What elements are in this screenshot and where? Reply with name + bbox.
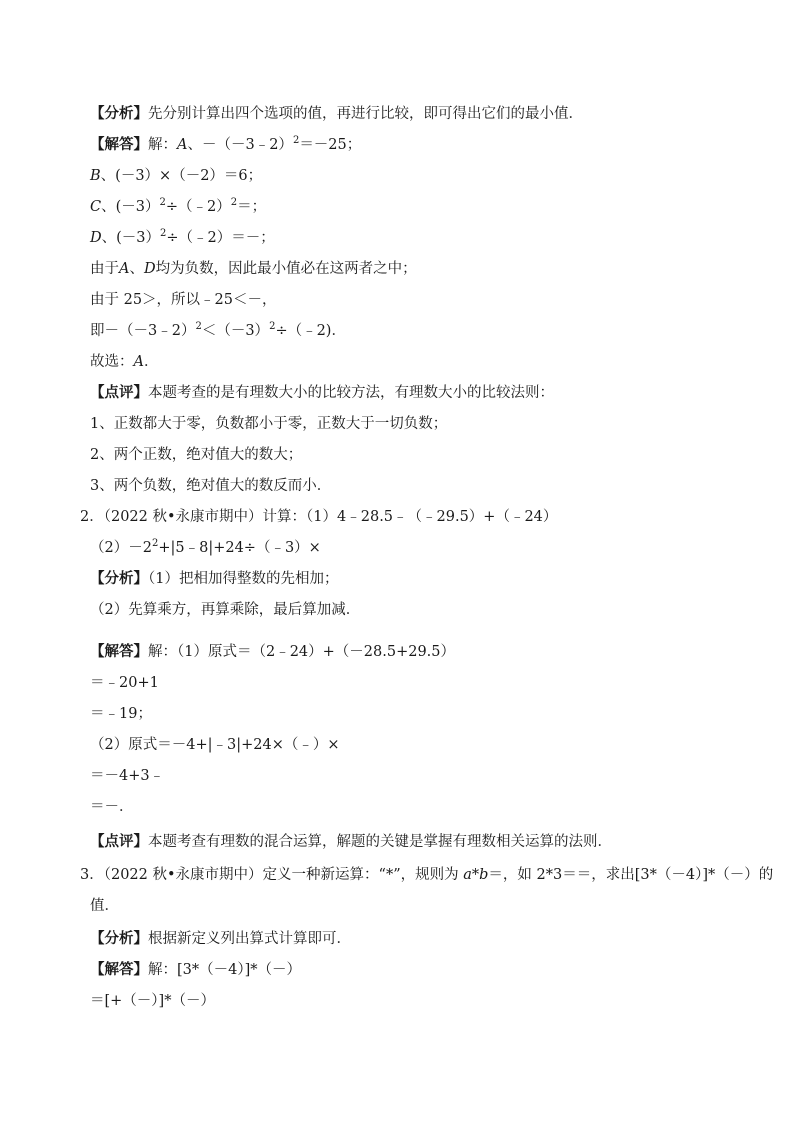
q3-header	[80, 865, 773, 885]
q1-solution-a	[90, 135, 361, 155]
text: 、	[129, 261, 144, 277]
exponent: 2	[195, 321, 202, 332]
q2-comment-text: 本题考查有理数的混合运算，解题的关键是掌握有理数相关运算的法则．	[148, 834, 612, 850]
text: +|5﹣8|+24÷（﹣3）×	[158, 540, 321, 556]
solution-tag: 【解答】	[90, 643, 148, 660]
option-d-value: ÷（﹣2）＝－；	[166, 230, 275, 246]
exponent: 2	[230, 197, 238, 208]
text: ＜（－3）	[201, 323, 270, 339]
text: 均为负数，因此最小值必在这两者之中；	[155, 261, 417, 277]
q1-analysis-text: 先分别计算出四个选项的值，再进行比较，即可得出它们的最小值．	[148, 106, 583, 122]
text: 即－（－3﹣2）	[90, 323, 196, 339]
analysis-tag: 【分析】	[90, 105, 148, 122]
option-c-value: ＝；	[237, 199, 267, 215]
text: ＝，如 2*3＝＝，求出[3*（－4）]*（－）的	[488, 867, 774, 883]
q3-solution	[90, 960, 301, 980]
option-c-expr: 、(－3）	[101, 199, 160, 215]
q3-solution-1: 解：[3*（－4）]*（－）	[148, 962, 302, 978]
q2-analysis	[90, 569, 338, 589]
analysis-tag: 【分析】	[90, 930, 148, 947]
q2-comment	[90, 832, 612, 852]
option-a-expr: 、－（－3﹣2）	[187, 137, 293, 153]
exponent: 2	[292, 135, 300, 146]
q2-solution	[90, 642, 455, 662]
q1-analysis	[90, 104, 583, 124]
solution-prefix: 解：	[148, 137, 177, 153]
option-c-label: C	[90, 199, 102, 215]
text: 故选：	[90, 354, 134, 370]
text: （2）－2	[90, 540, 152, 556]
option-d-ref: D	[143, 261, 156, 277]
exponent: 2	[159, 197, 166, 208]
comment-tag: 【点评】	[90, 384, 148, 401]
exponent: 2	[160, 228, 167, 239]
option-b-label: B	[90, 168, 101, 184]
q3-analysis	[90, 929, 351, 949]
text: ÷（﹣2)．	[275, 323, 346, 339]
q1-rule-1: 1、正数都大于零，负数都小于零，正数大于一切负数；	[90, 416, 448, 432]
analysis-tag: 【分析】	[90, 570, 148, 587]
exponent: 2	[151, 538, 159, 549]
q2-analysis-2: （2）先算乘方，再算乘除，最后算加减．	[90, 602, 361, 618]
option-d-expr: 、(－3）	[101, 230, 161, 246]
comment-tag: 【点评】	[90, 833, 148, 850]
q1-comment-text: 本题考查的是有理数大小的比较方法，有理数大小的比较法则：	[148, 385, 554, 401]
option-a-value: ＝－25；	[299, 137, 362, 153]
q1-option-c	[90, 197, 266, 217]
q1-rule-3: 3、两个负数，绝对值大的数反而小．	[90, 478, 332, 494]
q3-analysis-text: 根据新定义列出算式计算即可．	[148, 931, 351, 947]
q2-solution-2: （2）原式＝－4+|﹣3|+24×（﹣）×	[90, 737, 340, 753]
q1-comment	[90, 383, 554, 403]
q1-negative-note	[90, 259, 417, 279]
answer: A	[133, 354, 144, 370]
option-a-label: A	[177, 137, 188, 153]
option-b-expr: 、(－3）×（－2）＝6；	[100, 168, 263, 184]
q2-analysis-1: （1）把相加得整数的先相加；	[148, 571, 339, 587]
q2-step-3: ＝－4+3﹣	[90, 768, 165, 784]
exponent: 2	[269, 321, 276, 332]
option-c-mid: ÷（﹣2）	[165, 199, 231, 215]
text: 3．（2022 秋•永康市期中）定义一种新运算：“*”，规则为	[80, 867, 464, 883]
q2-step-1: ＝﹣20+1	[90, 675, 159, 691]
q2-part2	[90, 538, 321, 558]
option-d-label: D	[90, 230, 102, 246]
option-a-ref: A	[119, 261, 130, 277]
q2-step-2: ＝﹣19；	[90, 706, 152, 722]
q1-rule-2: 2、两个正数，绝对值大的数大；	[90, 447, 303, 463]
q2-step-4: ＝－．	[90, 799, 134, 815]
q1-choice	[90, 352, 158, 372]
q3-header-cont: 值．	[90, 898, 119, 914]
solution-tag: 【解答】	[90, 961, 148, 978]
q1-option-b	[90, 166, 262, 186]
q1-option-d	[90, 228, 275, 248]
text: ．	[143, 354, 159, 370]
q1-compare: 由于 25＞，所以﹣25＜－，	[90, 292, 277, 308]
q2-solution-1: 解：（1）原式＝（2﹣24）+（－28.5+29.5）	[148, 644, 456, 660]
variable: a*b	[463, 867, 489, 883]
solution-tag: 【解答】	[90, 136, 148, 153]
q3-step-1: ＝[+（－）]*（－）	[90, 993, 215, 1009]
q2-header: 2．（2022 秋•永康市期中）计算：（1）4﹣28.5﹣（﹣29.5）+（﹣24）	[80, 509, 558, 525]
text: 由于	[90, 261, 119, 277]
q1-result	[90, 321, 346, 341]
